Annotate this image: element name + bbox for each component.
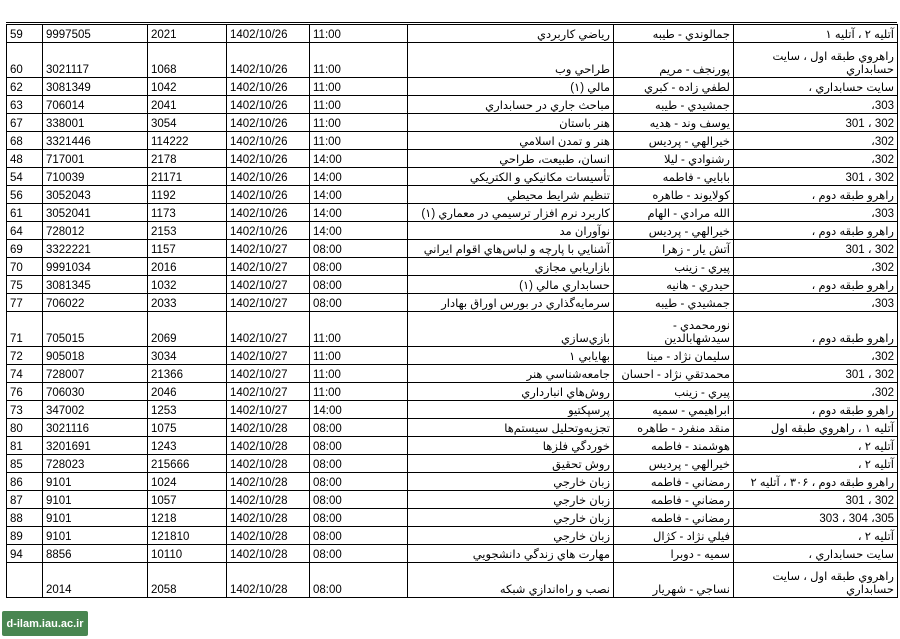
table-row (7, 240, 898, 258)
exam-date-cell: 1402/10/28 (227, 491, 310, 509)
location-cell: 302 ، 301 (734, 491, 898, 509)
course-code-cell: 9101 (43, 491, 148, 509)
table-row (7, 43, 898, 78)
course-name-cell: نوآوران مد (408, 222, 614, 240)
teacher-cell: نورمحمدي - سيدشهابالدين (614, 312, 734, 347)
course-name-cell: روش‌هاي انبارداري (408, 383, 614, 401)
course-code-cell: 8856 (43, 545, 148, 563)
row-number-cell: 94 (7, 545, 43, 563)
location-cell: 302، (734, 258, 898, 276)
course-code-cell: 728023 (43, 455, 148, 473)
exam-time-cell: 11:00 (310, 347, 408, 365)
course-code-cell: 706014 (43, 96, 148, 114)
row-number-cell: 88 (7, 509, 43, 527)
group-code-cell: 1243 (148, 437, 227, 455)
group-code-cell: 1068 (148, 43, 227, 78)
location-cell: راهرو طبقه دوم ، (734, 401, 898, 419)
exam-time-cell: 11:00 (310, 383, 408, 401)
row-number-cell: 48 (7, 150, 43, 168)
exam-time-cell: 08:00 (310, 509, 408, 527)
teacher-cell: رشنوادي - ليلا (614, 150, 734, 168)
exam-date-cell: 1402/10/27 (227, 347, 310, 365)
exam-date-cell: 1402/10/27 (227, 401, 310, 419)
exam-time-cell: 11:00 (310, 114, 408, 132)
course-name-cell: نصب و راه‌اندازي شبكه (408, 563, 614, 598)
location-cell: راهرو طبقه دوم ، (734, 222, 898, 240)
location-cell: آتليه ۲ ، (734, 437, 898, 455)
course-name-cell: تأسيسات مكانيكي و الكتريكي (408, 168, 614, 186)
table-row (7, 347, 898, 365)
exam-time-cell: 08:00 (310, 473, 408, 491)
row-number-cell: 56 (7, 186, 43, 204)
exam-time-cell: 14:00 (310, 186, 408, 204)
location-cell: 302 ، 301 (734, 168, 898, 186)
location-cell: راهرو طبقه دوم ، ۳۰۶ ، آتليه ۲ (734, 473, 898, 491)
course-code-cell: 905018 (43, 347, 148, 365)
table-row (7, 276, 898, 294)
course-name-cell: جامعه‌شناسي هنر (408, 365, 614, 383)
location-cell: 303، (734, 294, 898, 312)
course-code-cell: 3081345 (43, 276, 148, 294)
group-code-cell: 1157 (148, 240, 227, 258)
course-code-cell: 3201691 (43, 437, 148, 455)
table-row (7, 509, 898, 527)
table-row (7, 186, 898, 204)
course-code-cell: 338001 (43, 114, 148, 132)
exam-time-cell: 14:00 (310, 204, 408, 222)
teacher-cell: حيدري - هانيه (614, 276, 734, 294)
exam-date-cell: 1402/10/27 (227, 383, 310, 401)
exam-time-cell: 08:00 (310, 419, 408, 437)
location-cell: راهرو طبقه دوم ، (734, 312, 898, 347)
location-cell: آتليه ۱ ، راهروي طبقه اول (734, 419, 898, 437)
location-cell: 302، (734, 150, 898, 168)
exam-date-cell: 1402/10/26 (227, 204, 310, 222)
teacher-cell: سليمان نژاد - مينا (614, 347, 734, 365)
course-name-cell: خوردگي فلزها (408, 437, 614, 455)
group-code-cell: 114222 (148, 132, 227, 150)
course-name-cell: زبان خارجي (408, 527, 614, 545)
group-code-cell: 2041 (148, 96, 227, 114)
location-cell: 302، (734, 347, 898, 365)
course-name-cell: مهارت هاي زندگي دانشجويي (408, 545, 614, 563)
group-code-cell: 3054 (148, 114, 227, 132)
course-code-cell: 9991034 (43, 258, 148, 276)
exam-time-cell: 08:00 (310, 276, 408, 294)
course-code-cell: 3321446 (43, 132, 148, 150)
table-row (7, 168, 898, 186)
exam-date-cell: 1402/10/26 (227, 150, 310, 168)
teacher-cell: جمشيدي - طيبه (614, 294, 734, 312)
row-number-cell: 72 (7, 347, 43, 365)
course-name-cell: هنر باستان (408, 114, 614, 132)
row-number-cell: 69 (7, 240, 43, 258)
teacher-cell: بابايي - فاطمه (614, 168, 734, 186)
teacher-cell: آتش يار - زهرا (614, 240, 734, 258)
row-number-cell: 68 (7, 132, 43, 150)
course-name-cell: پرسپكتيو (408, 401, 614, 419)
course-code-cell: 9101 (43, 527, 148, 545)
teacher-cell: نساجي - شهريار (614, 563, 734, 598)
group-code-cell: 2058 (148, 563, 227, 598)
course-name-cell: هنر و تمدن اسلامي (408, 132, 614, 150)
course-code-cell: 9101 (43, 473, 148, 491)
exam-time-cell: 08:00 (310, 491, 408, 509)
teacher-cell: رمضاني - فاطمه (614, 473, 734, 491)
teacher-cell: پورنجف - مريم (614, 43, 734, 78)
row-number-cell: 89 (7, 527, 43, 545)
course-name-cell: مالي (۱) (408, 78, 614, 96)
course-code-cell: 717001 (43, 150, 148, 168)
row-number-cell: 73 (7, 401, 43, 419)
teacher-cell: لطفي زاده - كبري (614, 78, 734, 96)
course-code-cell: 3081349 (43, 78, 148, 96)
row-number-cell: 61 (7, 204, 43, 222)
exam-date-cell: 1402/10/28 (227, 419, 310, 437)
table-row (7, 401, 898, 419)
table-row (7, 25, 898, 43)
row-number-cell: 75 (7, 276, 43, 294)
course-code-cell: 710039 (43, 168, 148, 186)
exam-date-cell: 1402/10/28 (227, 437, 310, 455)
exam-time-cell: 11:00 (310, 25, 408, 43)
exam-time-cell: 11:00 (310, 312, 408, 347)
course-name-cell: آشنايي با پارچه و لباس‌هاي اقوام ايراني (408, 240, 614, 258)
exam-time-cell: 08:00 (310, 240, 408, 258)
location-cell: راهروي طبقه اول ، سايت حسابداري (734, 43, 898, 78)
exam-date-cell: 1402/10/27 (227, 240, 310, 258)
row-number-cell: 70 (7, 258, 43, 276)
course-code-cell: 728012 (43, 222, 148, 240)
course-name-cell: بازاريابي مجازي (408, 258, 614, 276)
course-name-cell: زبان خارجي (408, 509, 614, 527)
exam-date-cell: 1402/10/28 (227, 545, 310, 563)
course-name-cell: حسابداري مالي (۱) (408, 276, 614, 294)
group-code-cell: 2033 (148, 294, 227, 312)
course-code-cell: 347002 (43, 401, 148, 419)
teacher-cell: پيري - زينب (614, 383, 734, 401)
row-number-cell: 63 (7, 96, 43, 114)
table-body (7, 25, 898, 598)
table-row (7, 473, 898, 491)
group-code-cell: 2046 (148, 383, 227, 401)
course-name-cell: تنظيم شرايط محيطي (408, 186, 614, 204)
location-cell: 302، (734, 383, 898, 401)
row-number-cell: 76 (7, 383, 43, 401)
table-row (7, 312, 898, 347)
teacher-cell: منقد منفرد - طاهره (614, 419, 734, 437)
group-code-cell: 215666 (148, 455, 227, 473)
course-code-cell: 3021116 (43, 419, 148, 437)
location-cell: 302، (734, 132, 898, 150)
exam-time-cell: 08:00 (310, 563, 408, 598)
group-code-cell: 1057 (148, 491, 227, 509)
course-code-cell: 3052041 (43, 204, 148, 222)
exam-date-cell: 1402/10/26 (227, 222, 310, 240)
exam-date-cell: 1402/10/26 (227, 186, 310, 204)
table-row (7, 527, 898, 545)
teacher-cell: پيري - زينب (614, 258, 734, 276)
location-cell: 302 ، 301 (734, 114, 898, 132)
course-code-cell: 3322221 (43, 240, 148, 258)
group-code-cell: 1192 (148, 186, 227, 204)
exam-time-cell: 08:00 (310, 294, 408, 312)
group-code-cell: 1024 (148, 473, 227, 491)
course-name-cell: مباحث جاري در حسابداري (408, 96, 614, 114)
table-row (7, 204, 898, 222)
table-row (7, 491, 898, 509)
course-name-cell: بهايابي ۱ (408, 347, 614, 365)
row-number-cell: 87 (7, 491, 43, 509)
row-number-cell: 80 (7, 419, 43, 437)
table-row (7, 455, 898, 473)
group-code-cell: 2153 (148, 222, 227, 240)
exam-date-cell: 1402/10/26 (227, 168, 310, 186)
teacher-cell: خيرالهي - پرديس (614, 455, 734, 473)
row-number-cell: 67 (7, 114, 43, 132)
exam-time-cell: 08:00 (310, 258, 408, 276)
teacher-cell: خيرالهي - پرديس (614, 222, 734, 240)
location-cell: 303، (734, 96, 898, 114)
course-name-cell: زبان خارجي (408, 473, 614, 491)
table-row (7, 78, 898, 96)
exam-time-cell: 11:00 (310, 365, 408, 383)
course-name-cell: انسان، طبيعت، طراحي (408, 150, 614, 168)
row-number-cell: 54 (7, 168, 43, 186)
exam-time-cell: 11:00 (310, 43, 408, 78)
exam-time-cell: 11:00 (310, 132, 408, 150)
exam-time-cell: 11:00 (310, 96, 408, 114)
row-number-cell: 77 (7, 294, 43, 312)
exam-date-cell: 1402/10/26 (227, 43, 310, 78)
location-cell: 305، 304 ، 303 (734, 509, 898, 527)
course-name-cell: كاربرد نرم افزار ترسيمي در معماري (۱) (408, 204, 614, 222)
exam-date-cell: 1402/10/26 (227, 25, 310, 43)
group-code-cell: 2021 (148, 25, 227, 43)
exam-date-cell: 1402/10/28 (227, 563, 310, 598)
exam-time-cell: 14:00 (310, 222, 408, 240)
exam-date-cell: 1402/10/27 (227, 276, 310, 294)
exam-date-cell: 1402/10/27 (227, 294, 310, 312)
course-name-cell: رياضي كاربردي (408, 25, 614, 43)
group-code-cell: 1173 (148, 204, 227, 222)
exam-date-cell: 1402/10/28 (227, 473, 310, 491)
teacher-cell: محمدتقي نژاد - احسان (614, 365, 734, 383)
teacher-cell: هوشمند - فاطمه (614, 437, 734, 455)
table-row (7, 437, 898, 455)
group-code-cell: 2016 (148, 258, 227, 276)
row-number-cell: 59 (7, 25, 43, 43)
location-cell: راهرو طبقه دوم ، (734, 186, 898, 204)
exam-time-cell: 08:00 (310, 437, 408, 455)
row-number-cell: 74 (7, 365, 43, 383)
row-number-cell: 86 (7, 473, 43, 491)
exam-schedule-table (6, 24, 898, 598)
exam-date-cell: 1402/10/28 (227, 455, 310, 473)
course-code-cell: 705015 (43, 312, 148, 347)
teacher-cell: يوسف وند - هديه (614, 114, 734, 132)
row-number-cell: 62 (7, 78, 43, 96)
table-top-border (6, 22, 897, 23)
location-cell: سايت حسابداري ، (734, 545, 898, 563)
group-code-cell: 1042 (148, 78, 227, 96)
group-code-cell: 1253 (148, 401, 227, 419)
course-code-cell: 706030 (43, 383, 148, 401)
teacher-cell: رمضاني - فاطمه (614, 491, 734, 509)
table-row (7, 114, 898, 132)
table-row (7, 563, 898, 598)
row-number-cell: 71 (7, 312, 43, 347)
location-cell: سايت حسابداري ، (734, 78, 898, 96)
course-name-cell: بازي‌سازي (408, 312, 614, 347)
exam-date-cell: 1402/10/27 (227, 258, 310, 276)
group-code-cell: 2178 (148, 150, 227, 168)
teacher-cell: جمالوندي - طيبه (614, 25, 734, 43)
group-code-cell: 21366 (148, 365, 227, 383)
exam-time-cell: 08:00 (310, 545, 408, 563)
teacher-cell: سميه - دوبرا (614, 545, 734, 563)
course-code-cell: 728007 (43, 365, 148, 383)
table-row (7, 383, 898, 401)
exam-date-cell: 1402/10/27 (227, 365, 310, 383)
group-code-cell: 21171 (148, 168, 227, 186)
location-cell: آتليه ۲ ، آتليه ۱ (734, 25, 898, 43)
course-code-cell: 706022 (43, 294, 148, 312)
table-row (7, 150, 898, 168)
course-name-cell: سرمايه‌گذاري در بورس اوراق بهادار (408, 294, 614, 312)
table-row (7, 419, 898, 437)
location-cell: 302 ، 301 (734, 240, 898, 258)
group-code-cell: 1032 (148, 276, 227, 294)
exam-date-cell: 1402/10/27 (227, 312, 310, 347)
teacher-cell: رمضاني - فاطمه (614, 509, 734, 527)
teacher-cell: الله مرادي - الهام (614, 204, 734, 222)
exam-date-cell: 1402/10/26 (227, 114, 310, 132)
table-row (7, 132, 898, 150)
table-row (7, 294, 898, 312)
table-row (7, 545, 898, 563)
course-code-cell: 3021117 (43, 43, 148, 78)
site-watermark: d-ilam.iau.ac.ir (2, 611, 88, 636)
exam-time-cell: 11:00 (310, 78, 408, 96)
row-number-cell: 64 (7, 222, 43, 240)
location-cell: راهروي طبقه اول ، سايت حسابداري (734, 563, 898, 598)
exam-time-cell: 14:00 (310, 168, 408, 186)
location-cell: 302 ، 301 (734, 365, 898, 383)
course-code-cell: 9101 (43, 509, 148, 527)
exam-time-cell: 08:00 (310, 527, 408, 545)
teacher-cell: جمشيدي - طيبه (614, 96, 734, 114)
course-name-cell: طراحي وب (408, 43, 614, 78)
exam-time-cell: 14:00 (310, 401, 408, 419)
exam-date-cell: 1402/10/26 (227, 78, 310, 96)
teacher-cell: كولايوند - طاهره (614, 186, 734, 204)
course-name-cell: زبان خارجي (408, 491, 614, 509)
location-cell: آتليه ۲ ، (734, 455, 898, 473)
group-code-cell: 1075 (148, 419, 227, 437)
row-number-cell (7, 563, 43, 598)
row-number-cell: 81 (7, 437, 43, 455)
course-code-cell: 9997505 (43, 25, 148, 43)
location-cell: آتليه ۲ ، (734, 527, 898, 545)
teacher-cell: فيلي نژاد - كژال (614, 527, 734, 545)
group-code-cell: 121810 (148, 527, 227, 545)
group-code-cell: 2069 (148, 312, 227, 347)
exam-date-cell: 1402/10/26 (227, 96, 310, 114)
teacher-cell: ابراهيمي - سميه (614, 401, 734, 419)
group-code-cell: 10110 (148, 545, 227, 563)
course-name-cell: تجزيه‌وتحليل سيستم‌ها (408, 419, 614, 437)
location-cell: 303، (734, 204, 898, 222)
table-row (7, 96, 898, 114)
exam-date-cell: 1402/10/26 (227, 132, 310, 150)
teacher-cell: خيرالهي - پرديس (614, 132, 734, 150)
exam-time-cell: 08:00 (310, 455, 408, 473)
exam-time-cell: 14:00 (310, 150, 408, 168)
row-number-cell: 60 (7, 43, 43, 78)
course-code-cell: 3052043 (43, 186, 148, 204)
exam-date-cell: 1402/10/28 (227, 527, 310, 545)
group-code-cell: 1218 (148, 509, 227, 527)
course-code-cell: 2014 (43, 563, 148, 598)
location-cell: راهرو طبقه دوم ، (734, 276, 898, 294)
table-row (7, 365, 898, 383)
table-row (7, 222, 898, 240)
exam-date-cell: 1402/10/28 (227, 509, 310, 527)
row-number-cell: 85 (7, 455, 43, 473)
table-row (7, 258, 898, 276)
group-code-cell: 3034 (148, 347, 227, 365)
course-name-cell: روش تحقيق (408, 455, 614, 473)
